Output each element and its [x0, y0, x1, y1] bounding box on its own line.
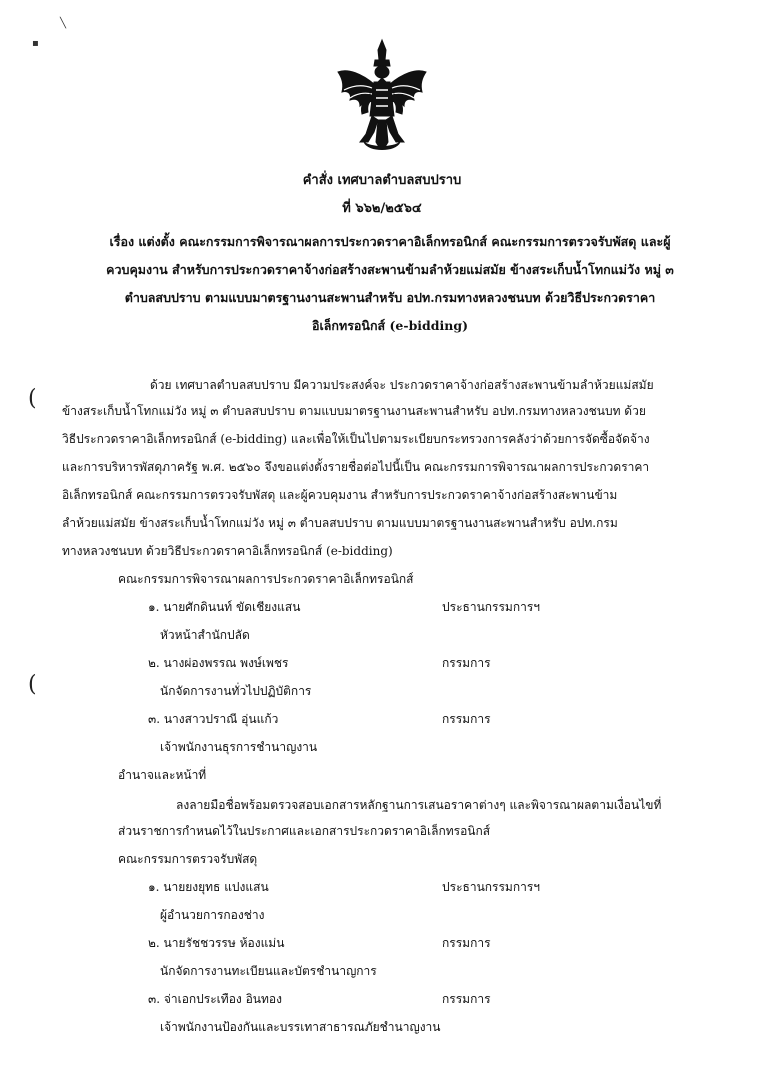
member-role: ประธานกรรมการฯ: [442, 600, 541, 614]
member-position: เจ้าพนักงานป้องกันและบรรเทาสาธารณภัยชำนาญงาน: [160, 1020, 441, 1034]
duties-title: อำนาจและหน้าที่: [118, 768, 207, 782]
member-name: ๓. นางสาวปราณี อุ่นแก้ว: [148, 712, 279, 726]
body-paragraph-line: อิเล็กทรอนิกส์ คณะกรรมการตรวจรับพัสดุ และผู้ควบคุมงาน สำหรับการประกวดราคาจ้างก่อสร้างสะพานข้าม: [62, 488, 618, 502]
member-position: ผู้อำนวยการกองช่าง: [160, 908, 265, 922]
margin-hole-mark: (: [28, 672, 37, 697]
member-position: หัวหน้าสำนักปลัด: [160, 628, 250, 642]
member-name: ๑. นายยงยุทธ แปงแสน: [148, 880, 269, 894]
body-paragraph-line: ด้วย เทศบาลตำบลสบปราบ มีความประสงค์จะ ประกวดราคาจ้างก่อสร้างสะพานข้ามลำห้วยแม่สมัย: [150, 378, 654, 392]
member-role: กรรมการ: [442, 656, 491, 670]
member-name: ๒. นางผ่องพรรณ พงษ์เพชร: [148, 656, 289, 670]
member-position: เจ้าพนักงานธุรการชำนาญงาน: [160, 740, 318, 754]
member-name: ๒. นายรัชชวรรษ ห้องแม่น: [148, 936, 285, 950]
order-number: ที่ ๖๖๒/๒๕๖๔: [342, 201, 422, 216]
body-paragraph-line: ลำห้วยแม่สมัย ข้างสระเก็บน้ำโทกแม่วัง หมู่ ๓ ตำบลสบปราบ ตามแบบมาตรฐานงานสะพานสำหรับ อปท.กรม: [62, 516, 618, 530]
member-position: นักจัดการงานทะเบียนและบัตรชำนาญการ: [160, 964, 377, 978]
subject-line: ตำบลสบปราบ ตามแบบมาตรฐานงานสะพานสำหรับ อปท.กรมทางหลวงชนบท ด้วยวิธีประกวดราคา: [124, 290, 656, 305]
duties-line: ส่วนราชการกำหนดไว้ในประกาศและเอกสารประกวดราคาอิเล็กทรอนิกส์: [118, 824, 491, 838]
member-name: ๓. จ่าเอกประเทือง อินทอง: [148, 992, 282, 1006]
subject-line: เรื่อง แต่งตั้ง คณะกรรมการพิจารณาผลการประกวดราคาอิเล็กทรอนิกส์ คณะกรรมการตรวจรับพัสดุ และผู้: [109, 234, 671, 249]
body-paragraph-line: ทางหลวงชนบท ด้วยวิธีประกวดราคาอิเล็กทรอนิกส์ (e-bidding): [62, 544, 393, 558]
member-role: กรรมการ: [442, 936, 491, 950]
scan-speck: ╲: [60, 18, 67, 29]
subject-line: อิเล็กทรอนิกส์ (e-bidding): [311, 318, 469, 333]
garuda-emblem-icon: [334, 38, 430, 156]
member-position: นักจัดการงานทั่วไปปฏิบัติการ: [160, 684, 312, 698]
member-role: ประธานกรรมการฯ: [442, 880, 541, 894]
scan-speck: ▪: [32, 38, 39, 49]
subject-line: ควบคุมงาน สำหรับการประกวดราคาจ้างก่อสร้างสะพานข้ามลำห้วยแม่สมัย ข้างสระเก็บน้ำโทกแม่วัง หมู่ ๓: [106, 262, 674, 277]
body-paragraph-line: วิธีประกวดราคาอิเล็กทรอนิกส์ (e-bidding) และเพื่อให้เป็นไปตามระเบียบกระทรวงการคลังว่าด้วยการจัดซื้อจัดจ้าง: [62, 432, 650, 446]
body-paragraph-line: ข้างสระเก็บน้ำโทกแม่วัง หมู่ ๓ ตำบลสบปราบ ตามแบบมาตรฐานงานสะพานสำหรับ อปท.กรมทางหลวงชนบท ด้วย: [62, 404, 646, 418]
committee-title: คณะกรรมการตรวจรับพัสดุ: [118, 852, 258, 866]
committee-title: คณะกรรมการพิจารณาผลการประกวดราคาอิเล็กทรอนิกส์: [118, 572, 414, 586]
member-name: ๑. นายศักดินนท์ ขัดเชียงแสน: [148, 600, 301, 614]
duties-line: ลงลายมือชื่อพร้อมตรวจสอบเอกสารหลักฐานการเสนอราคาต่างๆ และพิจารณาผลตามเงื่อนไขที่: [176, 798, 662, 812]
margin-hole-mark: (: [28, 386, 37, 411]
order-subject: [80, 228, 700, 340]
member-role: กรรมการ: [442, 712, 491, 726]
member-role: กรรมการ: [442, 992, 491, 1006]
order-title: คำสั่ง เทศบาลตำบลสบปราบ: [302, 173, 462, 188]
body-paragraph-line: และการบริหารพัสดุภาครัฐ พ.ศ. ๒๕๖๐ จึงขอแต่งตั้งรายชื่อต่อไปนี้เป็น คณะกรรมการพิจารณาผลการประกวดราคา: [62, 460, 650, 474]
